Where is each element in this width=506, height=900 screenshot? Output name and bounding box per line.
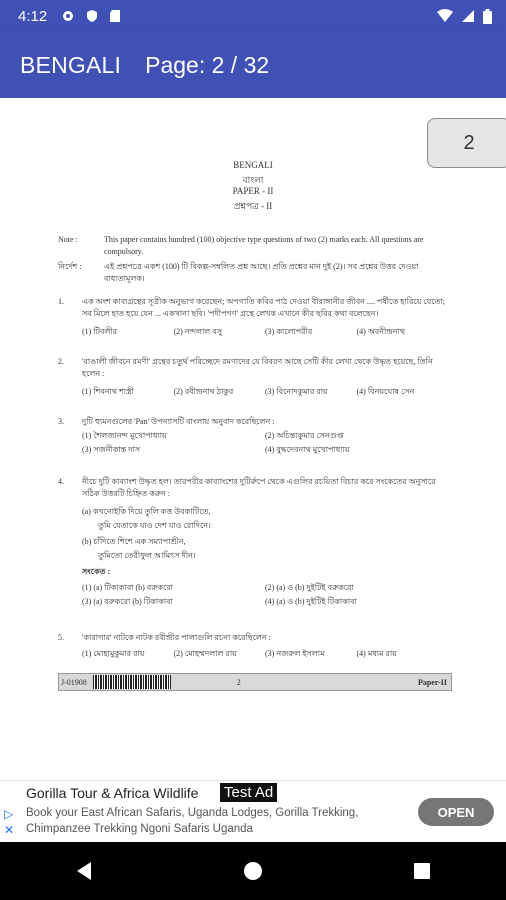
option: (3) সজনীকান্ত দাস xyxy=(82,445,141,454)
option: (2) রবীন্দ্রনাথ ঠাকুর xyxy=(173,387,234,396)
options-row xyxy=(82,444,448,456)
options-row xyxy=(82,596,448,608)
doc-title: BENGALI xyxy=(233,160,273,170)
option: (2) অচিন্ত্যকুমার সেনগুপ্ত xyxy=(265,431,344,440)
bn-note-label: নির্দেশ : xyxy=(58,262,82,271)
question-text: এক অংশ কাব্যগ্রন্থের সূত্রীক অনুভাগ করেছেন; অপগাতি কবির পাঠ দেওয়া বীরাঙ্গানীর জীবন .... পর্ষীতে হারিয়ে যেতো; সব মিলে হাত হয়ে যেন ... একখানা ছবি। 'পদীপগণ' গ্রন্থে লেখক এখানে কীর ছবির কথা বলেছেন। xyxy=(82,297,446,318)
gear-icon xyxy=(61,9,75,23)
excerpt-a-line-2: তুমি যেতাকে যাও দেশ যাও রোদিনে। xyxy=(98,521,211,530)
options-row xyxy=(82,582,448,594)
signal-icon xyxy=(461,9,475,23)
question-number: 3. xyxy=(58,417,64,426)
recents-button[interactable] xyxy=(402,851,442,891)
app-bar xyxy=(0,32,506,98)
question-number: 5. xyxy=(58,633,64,642)
back-button[interactable] xyxy=(64,851,104,891)
options-row xyxy=(82,326,448,338)
option: (3) বিনোদকুমার রায় xyxy=(265,387,328,396)
question-number: 2. xyxy=(58,357,64,366)
option: (4) বুদ্ধদেবনাথ মুখোপাধ্যায় xyxy=(265,445,350,454)
doc-title-bn: বাংলা xyxy=(242,175,264,185)
option: (3) কালোপরীর xyxy=(265,327,313,336)
barcode xyxy=(93,675,171,689)
option: (2) (a) ও (b) দুইটিই বরুকরো xyxy=(265,583,354,592)
option: (4) (a) ও (b) দুইটিই টিকাকাবা xyxy=(265,597,357,606)
question-1 xyxy=(58,296,450,342)
shield-icon xyxy=(85,9,99,23)
ad-info-icon[interactable]: ▷ xyxy=(4,807,14,821)
excerpt-a-line-1: (a) কখনোইকি দিয়ে তুলি কত্ত উবকাটিতে, xyxy=(82,507,211,516)
page-number-badge: 2 xyxy=(427,118,506,168)
recents-icon xyxy=(413,862,431,880)
footer-page-number: 2 xyxy=(236,677,241,687)
question-number: 4. xyxy=(58,477,64,486)
question-text: 'কারাগার' নাটকে নাটক রবীন্দ্রীর পালাগুলি রচনা করেছিলেন : xyxy=(82,633,271,642)
option: (3) (a) বরুকরো (b) টিকাকাবা xyxy=(82,597,173,606)
question-text: দুটি হ্যুমনগুলের 'Pan' উপন্যাসটি বাংলায় অনুবাদ করেছিলেন : xyxy=(82,417,275,426)
option: (4) অবনীন্দ্রনাথ xyxy=(356,327,406,336)
ad-tag: Test Ad xyxy=(220,783,277,802)
options-row xyxy=(82,430,448,442)
bn-note-row xyxy=(58,261,450,285)
ad-choices[interactable] xyxy=(4,807,14,837)
ad-description[interactable]: Book your East African Safaris, Uganda Lodges, Gorilla Trekking, Chimpanzee Trekking Ngoni Safaris Uganda xyxy=(26,807,359,835)
ad-close-icon[interactable]: ✕ xyxy=(4,823,15,837)
bn-note-text: এই প্রশ্নপত্রে একশ (100) টি বিকল্প-সম্বলিত প্রশ্ন আছে। প্রতি প্রশ্নের মান দুই (2)। সব প্রশ্নের উত্তর দেওয়া বাধ্যতামূলক। xyxy=(104,262,419,283)
note-label: Note : xyxy=(58,235,78,244)
question-4 xyxy=(58,476,450,616)
question-5 xyxy=(58,632,450,666)
doc-paper: PAPER - II xyxy=(232,186,274,196)
status-icons-left xyxy=(61,9,121,23)
option: (2) নন্দলাল বসু xyxy=(173,327,223,336)
sd-card-icon xyxy=(109,9,121,23)
wifi-icon xyxy=(437,9,453,23)
footer-paper-label: Paper-II xyxy=(417,677,447,687)
option: (4) মধ্যম রায় xyxy=(356,649,397,658)
page-footer xyxy=(58,673,452,691)
option: (2) মোহম্মদলাল রায় xyxy=(173,649,237,658)
question-text: 'বাঙালী জীবনে রমণী' গ্রন্থের চতুর্থ পরিচ্ছেদে রমণাদের যে বিবরণ আছে সেটি কীর লেখা থেকে উদ্ধৃত হয়েছে, তিনি হলেন : xyxy=(82,357,433,378)
pdf-viewer[interactable] xyxy=(0,98,506,780)
note-text: This paper contains hundred (100) objective type questions of two (2) marks each. All questions are compulsory. xyxy=(104,235,424,256)
page-indicator: Page: 2 / 32 xyxy=(145,51,270,78)
option: (4) বিনয়ঘোষ সেন xyxy=(356,387,415,396)
code-label: সংকেত : xyxy=(82,567,111,576)
paper-code: J-01908 xyxy=(61,677,87,687)
question-number: 1. xyxy=(58,297,64,306)
option: (3) নজরুল ইসলাম xyxy=(265,649,325,658)
battery-icon xyxy=(483,9,492,24)
status-bar xyxy=(0,0,506,32)
status-time: 4:12 xyxy=(18,7,48,25)
excerpt-b-line-2: তুমিতো তেরীফুল আমিৎস দীন। xyxy=(98,551,196,560)
excerpt-b-line-1: (b) চাঁদিতে শিশে এক সম্যাপাশ্রীন, xyxy=(82,537,186,546)
app-title: BENGALI xyxy=(20,51,122,78)
status-icons-right xyxy=(437,9,492,24)
options-row xyxy=(82,386,448,398)
home-icon xyxy=(243,861,263,881)
option: (1) মোহামুকুমার রায় xyxy=(82,649,145,658)
options-row xyxy=(82,648,448,660)
question-3 xyxy=(58,416,450,460)
option: (1) শিবনাথ শাস্ত্রী xyxy=(82,387,134,396)
option: (1) টিবলীর xyxy=(82,327,118,336)
option: (1) (a) টিকাকাবা (b) বরুকরো xyxy=(82,583,173,592)
home-button[interactable] xyxy=(233,851,273,891)
note-row xyxy=(58,234,450,258)
ad-title[interactable]: Gorilla Tour & Africa Wildlife xyxy=(26,785,199,801)
option: (1) শৈলজানন্দ মুখোপাধ্যায় xyxy=(82,431,167,440)
back-icon xyxy=(75,861,93,881)
navigation-bar xyxy=(0,842,506,900)
question-text: নীচে দুটি কাব্যাংশ উদ্ধৃত হল। তারপরীর কাব্যাংশের দুটির্রুপে থেকে এগুলির রচয়িতা বিচার করে সংকেতের অনুসারে সঠিক উত্তরটি চিহ্নিত করুন : xyxy=(82,477,436,498)
question-2 xyxy=(58,356,450,402)
ad-banner[interactable] xyxy=(0,780,506,843)
ad-open-button[interactable]: OPEN xyxy=(418,798,494,826)
doc-paper-bn: প্রশ্নপত্র - II xyxy=(233,201,273,211)
